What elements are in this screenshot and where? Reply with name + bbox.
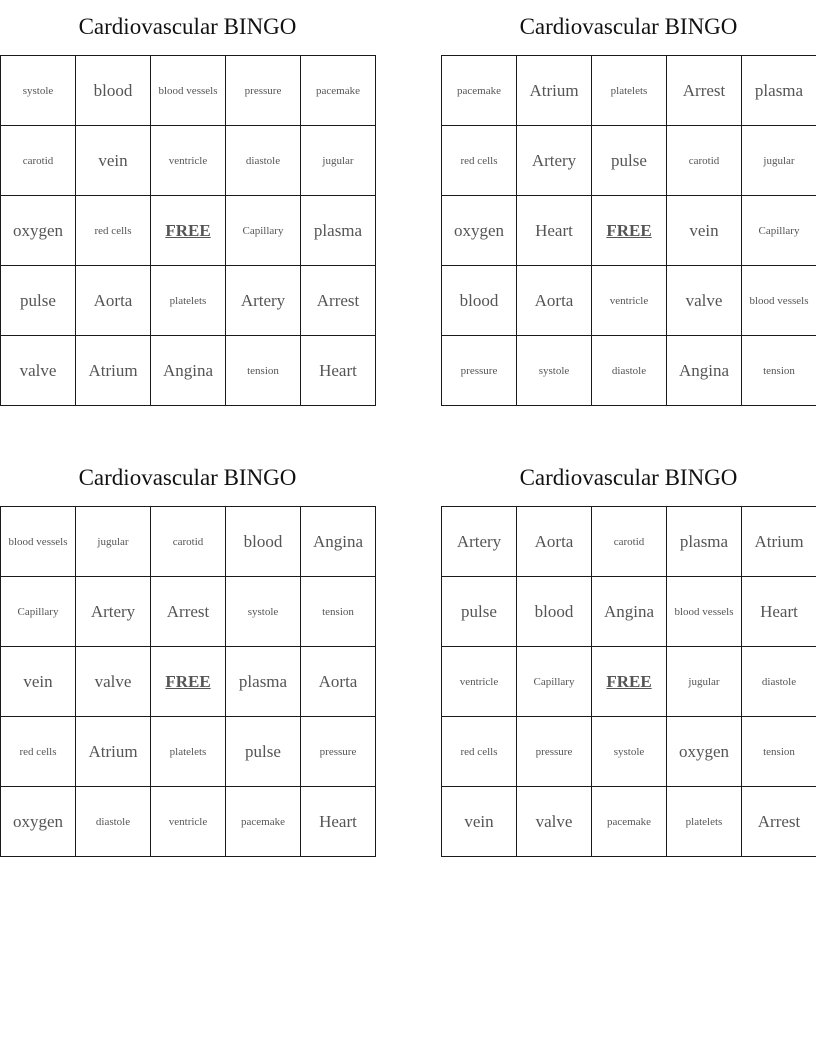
grid-cell: Capillary bbox=[1, 577, 76, 647]
grid-cell: carotid bbox=[592, 507, 667, 577]
grid-row bbox=[1, 507, 376, 577]
grid-cell: oxygen bbox=[667, 717, 742, 787]
grid-cell: pressure bbox=[301, 717, 376, 787]
grid-row bbox=[1, 787, 376, 857]
grid-cell: systole bbox=[1, 56, 76, 126]
grid-cell: jugular bbox=[667, 647, 742, 717]
grid-cell: plasma bbox=[742, 56, 816, 126]
grid-cell: blood bbox=[226, 507, 301, 577]
grid-cell: platelets bbox=[592, 56, 667, 126]
grid-row bbox=[1, 56, 376, 126]
grid-cell: pacemake bbox=[592, 787, 667, 857]
free-space: FREE bbox=[151, 196, 226, 266]
grid-cell: jugular bbox=[301, 126, 376, 196]
grid-row bbox=[1, 336, 376, 406]
grid-cell: Atrium bbox=[517, 56, 592, 126]
grid-cell: blood vessels bbox=[151, 56, 226, 126]
grid-cell: Atrium bbox=[76, 717, 151, 787]
card-title: Cardiovascular BINGO bbox=[519, 14, 738, 39]
grid-cell: platelets bbox=[151, 266, 226, 336]
grid-cell: red cells bbox=[442, 126, 517, 196]
grid-cell: diastole bbox=[76, 787, 151, 857]
grid-cell: ventricle bbox=[442, 647, 517, 717]
grid-cell: Aorta bbox=[517, 507, 592, 577]
grid-cell: Heart bbox=[742, 577, 816, 647]
grid-row bbox=[442, 647, 816, 717]
grid-cell: Atrium bbox=[742, 507, 816, 577]
free-space: FREE bbox=[592, 647, 667, 717]
grid-cell: Aorta bbox=[517, 266, 592, 336]
grid-cell: pulse bbox=[592, 126, 667, 196]
grid-cell: Heart bbox=[301, 336, 376, 406]
bingo-card-3 bbox=[0, 451, 375, 857]
grid-cell: vein bbox=[667, 196, 742, 266]
grid-cell: pacemake bbox=[301, 56, 376, 126]
bingo-grid bbox=[0, 55, 376, 406]
grid-cell: pulse bbox=[226, 717, 301, 787]
grid-cell: tension bbox=[301, 577, 376, 647]
card-title: Cardiovascular BINGO bbox=[78, 14, 297, 39]
grid-cell: valve bbox=[667, 266, 742, 336]
grid-cell: plasma bbox=[301, 196, 376, 266]
grid-cell: Angina bbox=[592, 577, 667, 647]
grid-cell: Angina bbox=[301, 507, 376, 577]
grid-cell: pulse bbox=[1, 266, 76, 336]
grid-cell: systole bbox=[226, 577, 301, 647]
grid-cell: Capillary bbox=[742, 196, 816, 266]
grid-cell: Atrium bbox=[76, 336, 151, 406]
grid-cell: ventricle bbox=[592, 266, 667, 336]
bingo-card-1 bbox=[0, 0, 375, 406]
grid-row bbox=[442, 336, 816, 406]
grid-cell: Heart bbox=[301, 787, 376, 857]
grid-cell: red cells bbox=[76, 196, 151, 266]
grid-row bbox=[442, 787, 816, 857]
grid-row bbox=[1, 196, 376, 266]
grid-row bbox=[1, 266, 376, 336]
grid-row bbox=[1, 647, 376, 717]
grid-cell: pressure bbox=[517, 717, 592, 787]
grid-cell: Arrest bbox=[742, 787, 816, 857]
grid-cell: Artery bbox=[76, 577, 151, 647]
card-title: Cardiovascular BINGO bbox=[78, 465, 297, 490]
grid-row bbox=[442, 126, 816, 196]
grid-cell: pressure bbox=[226, 56, 301, 126]
grid-cell: Angina bbox=[667, 336, 742, 406]
grid-cell: diastole bbox=[226, 126, 301, 196]
grid-cell: carotid bbox=[667, 126, 742, 196]
grid-row bbox=[442, 577, 816, 647]
free-space: FREE bbox=[592, 196, 667, 266]
grid-cell: systole bbox=[592, 717, 667, 787]
grid-cell: Angina bbox=[151, 336, 226, 406]
grid-cell: blood bbox=[76, 56, 151, 126]
grid-cell: carotid bbox=[151, 507, 226, 577]
grid-cell: diastole bbox=[742, 647, 816, 717]
grid-row bbox=[1, 717, 376, 787]
grid-cell: valve bbox=[76, 647, 151, 717]
grid-cell: blood vessels bbox=[1, 507, 76, 577]
grid-cell: systole bbox=[517, 336, 592, 406]
grid-cell: Aorta bbox=[301, 647, 376, 717]
grid-cell: blood vessels bbox=[667, 577, 742, 647]
grid-cell: plasma bbox=[226, 647, 301, 717]
card-title: Cardiovascular BINGO bbox=[519, 465, 738, 490]
grid-cell: valve bbox=[1, 336, 76, 406]
grid-cell: tension bbox=[742, 336, 816, 406]
grid-cell: Artery bbox=[517, 126, 592, 196]
grid-cell: oxygen bbox=[1, 196, 76, 266]
grid-cell: jugular bbox=[76, 507, 151, 577]
grid-cell: ventricle bbox=[151, 787, 226, 857]
grid-cell: pressure bbox=[442, 336, 517, 406]
grid-cell: tension bbox=[742, 717, 816, 787]
grid-row bbox=[442, 196, 816, 266]
grid-row bbox=[442, 507, 816, 577]
grid-cell: tension bbox=[226, 336, 301, 406]
grid-cell: Heart bbox=[517, 196, 592, 266]
grid-cell: red cells bbox=[442, 717, 517, 787]
grid-cell: oxygen bbox=[442, 196, 517, 266]
grid-row bbox=[442, 56, 816, 126]
grid-cell: platelets bbox=[667, 787, 742, 857]
bingo-card-2 bbox=[441, 0, 816, 406]
grid-cell: platelets bbox=[151, 717, 226, 787]
grid-cell: red cells bbox=[1, 717, 76, 787]
grid-cell: pulse bbox=[442, 577, 517, 647]
bingo-grid bbox=[441, 506, 816, 857]
grid-cell: diastole bbox=[592, 336, 667, 406]
grid-cell: Arrest bbox=[667, 56, 742, 126]
bingo-grid bbox=[0, 506, 376, 857]
grid-cell: Arrest bbox=[151, 577, 226, 647]
grid-cell: blood bbox=[517, 577, 592, 647]
grid-cell: Artery bbox=[442, 507, 517, 577]
grid-row bbox=[1, 577, 376, 647]
grid-cell: Artery bbox=[226, 266, 301, 336]
grid-cell: Capillary bbox=[517, 647, 592, 717]
grid-cell: blood bbox=[442, 266, 517, 336]
grid-cell: vein bbox=[1, 647, 76, 717]
grid-cell: Arrest bbox=[301, 266, 376, 336]
grid-cell: pacemake bbox=[226, 787, 301, 857]
grid-row bbox=[442, 717, 816, 787]
grid-cell: pacemake bbox=[442, 56, 517, 126]
grid-cell: plasma bbox=[667, 507, 742, 577]
grid-cell: vein bbox=[442, 787, 517, 857]
grid-cell: jugular bbox=[742, 126, 816, 196]
bingo-grid bbox=[441, 55, 816, 406]
free-space: FREE bbox=[151, 647, 226, 717]
grid-row bbox=[1, 126, 376, 196]
grid-cell: valve bbox=[517, 787, 592, 857]
grid-cell: Capillary bbox=[226, 196, 301, 266]
grid-cell: carotid bbox=[1, 126, 76, 196]
grid-cell: vein bbox=[76, 126, 151, 196]
grid-row bbox=[442, 266, 816, 336]
grid-cell: ventricle bbox=[151, 126, 226, 196]
grid-cell: oxygen bbox=[1, 787, 76, 857]
bingo-card-4 bbox=[441, 451, 816, 857]
grid-cell: Aorta bbox=[76, 266, 151, 336]
grid-cell: blood vessels bbox=[742, 266, 816, 336]
